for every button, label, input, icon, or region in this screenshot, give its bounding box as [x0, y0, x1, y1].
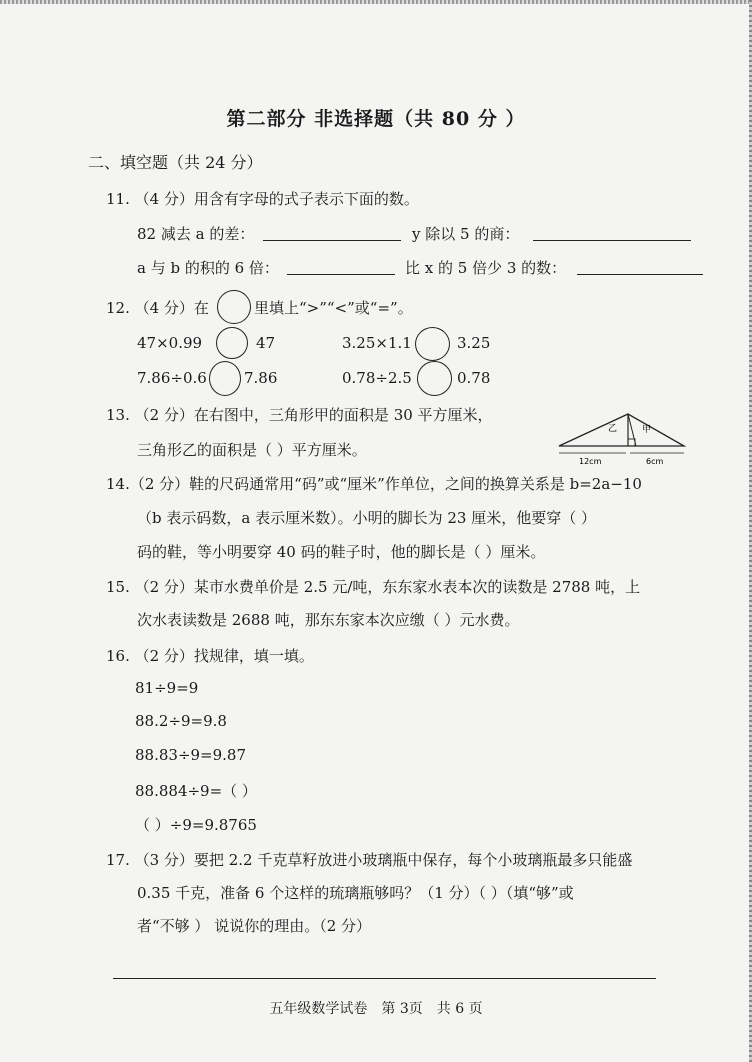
q13-line1: 13. （2 分）在右图中，三角形甲的面积是 30 平方厘米， [106, 406, 493, 424]
q11-c-blank[interactable] [287, 258, 395, 277]
section-heading: 二、填空题（共 24 分） [88, 153, 263, 172]
q12-r4-left: 0.78÷2.5 [342, 369, 412, 387]
q12-r3-left: 7.86÷0.6 [137, 369, 207, 387]
label-yi: 乙 [608, 424, 618, 434]
q16-line3: 88.83÷9=9.87 [135, 746, 247, 764]
q16-line5[interactable]: （ ）÷9=9.8765 [135, 816, 257, 834]
q12-r4-right: 0.78 [457, 369, 491, 387]
q11-d-label: 比 x 的 5 倍少 3 的数： [405, 259, 567, 277]
q17-line1: 17. （3 分）要把 2.2 千克草籽放进小玻璃瓶中保存，每个小玻璃瓶最多只能盛 [106, 851, 633, 869]
q14-line2: （b 表示码数，a 表示厘米数）。小明的脚长为 23 厘米，他要穿（ ） [137, 509, 596, 527]
q11-b-label: y 除以 5 的商： [412, 225, 520, 243]
q12-r1-right: 47 [256, 334, 276, 352]
right-angle-mark [628, 439, 635, 446]
q12-heading-a: 12. （4 分）在 [106, 299, 209, 317]
q11-a-label: 82 减去 a 的差： [137, 225, 255, 243]
q12-r4-circle[interactable] [417, 361, 452, 396]
q14-line3: 码的鞋，等小明要穿 40 码的鞋子时，他的脚长是（ ）厘米。 [137, 543, 546, 561]
q16-line1: 81÷9=9 [135, 679, 199, 697]
q11-a-blank[interactable] [263, 224, 401, 243]
q11-heading: 11. （4 分）用含有字母的式子表示下面的数。 [106, 190, 419, 208]
q14-line1: 14.（2 分）鞋的尺码通常用“码”或“厘米”作单位，之间的换算关系是 b=2a−10 [106, 475, 642, 493]
footer-divider [113, 978, 656, 979]
q12-circle-sample [217, 290, 251, 324]
page-footer: 五年级数学试卷 第 3页 共 6 页 [269, 1001, 483, 1017]
outer-triangle [559, 414, 684, 446]
q12-r3-circle[interactable] [209, 361, 241, 396]
scan-top-border [0, 0, 752, 4]
q12-r3-right: 7.86 [244, 369, 278, 387]
q11-d-blank[interactable] [577, 258, 703, 277]
q16-heading: 16. （2 分）找规律，填一填。 [106, 647, 314, 665]
q15-line1: 15. （2 分）某市水费单价是 2.5 元/吨，东东家水表本次的读数是 2788 吨，上 [106, 578, 641, 596]
q12-r2-right: 3.25 [457, 334, 491, 352]
label-jia: 甲 [642, 425, 652, 435]
q17-line2: 0.35 千克，准备 6 个这样的琉璃瓶够吗？（1 分）（ ）（填“够”或 [137, 884, 574, 902]
q16-line4[interactable]: 88.884÷9=（ ） [135, 782, 257, 800]
q15-line2: 次水表读数是 2688 吨，那东东家本次应缴（ ）元水费。 [137, 611, 520, 629]
triangle-figure [556, 412, 688, 470]
q12-r1-left: 47×0.99 [137, 334, 203, 352]
q13-line2: 三角形乙的面积是（ ）平方厘米。 [137, 441, 367, 459]
part-title: 第二部分 非选择题（共 80 分 ） [226, 108, 526, 130]
q12-r2-circle[interactable] [415, 327, 450, 361]
q11-c-label: a 与 b 的积的 6 倍： [137, 259, 279, 277]
q11-b-blank[interactable] [533, 224, 691, 243]
q12-heading-b: 里填上“>”“<”或“=”。 [254, 299, 413, 317]
q12-r1-circle[interactable] [216, 327, 248, 359]
q12-r2-left: 3.25×1.1 [342, 334, 412, 352]
q16-line2: 88.2÷9=9.8 [135, 712, 227, 730]
dim-left-label: 12cm [579, 457, 602, 466]
q17-line3: 者“不够 ） 说说你的理由。（2 分） [137, 917, 372, 935]
dim-right-label: 6cm [646, 457, 664, 466]
